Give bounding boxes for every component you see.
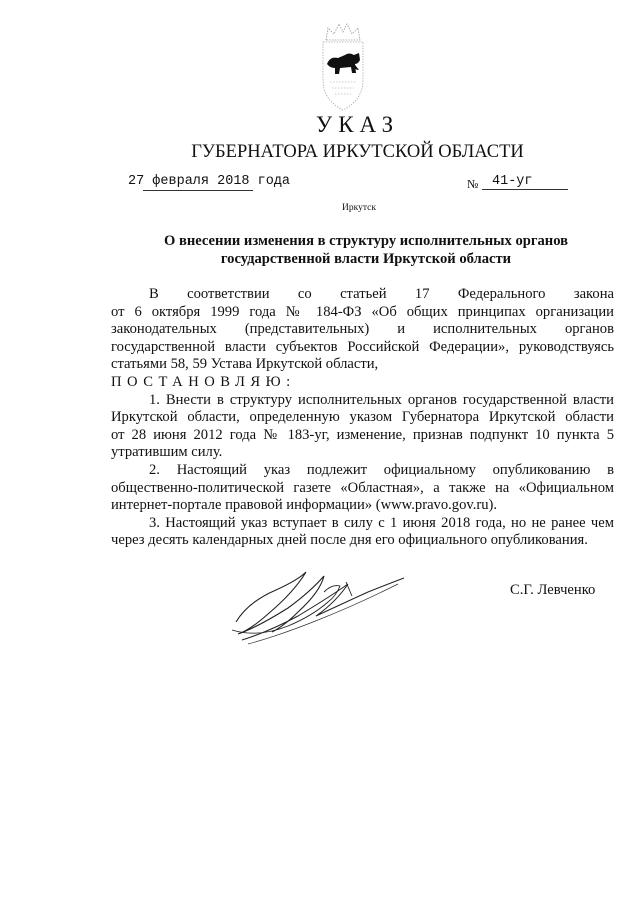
document-title: УКАЗ: [315, 112, 400, 137]
date-underline: [143, 190, 253, 191]
preamble-line: государственной власти субъектов Российской Федерации», руководствуясь: [111, 338, 614, 355]
item2-line: общественно-политической газете «Областная», а также на «Официальном: [111, 479, 614, 496]
document-city: Иркутск: [342, 203, 376, 213]
document-subtitle: ГУБЕРНАТОРА ИРКУТСКОЙ ОБЛАСТИ: [191, 142, 524, 162]
preamble-line: от 6 октября 1999 года № 184-ФЗ «Об общих принципах организации: [111, 303, 614, 320]
irkutsk-coat-of-arms-icon: [318, 18, 368, 118]
document-date: 27 февраля 2018 года: [128, 174, 291, 189]
item2-line: 2. Настоящий указ подлежит официальному опубликованию в: [149, 461, 614, 478]
heading-line: государственной власти Иркутской области: [220, 251, 512, 267]
number-label: №: [467, 177, 479, 191]
item1-line: Иркутской области, определенную указом Губернатора Иркутской области: [111, 409, 614, 426]
item1-line: утратившим силу.: [111, 444, 223, 461]
decree-word: ПОСТАНОВЛЯЮ:: [111, 373, 296, 390]
document-body: [111, 286, 614, 550]
handwritten-signature: [228, 562, 428, 648]
item3-line: 3. Настоящий указ вступает в силу с 1 июня 2018 года, но не ранее чем: [149, 514, 614, 531]
signer-name: С.Г. Левченко: [510, 582, 596, 598]
heading-line: О внесении изменения в структуру исполнительных органов: [163, 233, 569, 249]
preamble-line: законодательных (представительных) и исполнительных органов: [111, 321, 614, 338]
item1-line: от 28 июня 2012 года № 183-уг, изменение, признав подпункт 10 пункта 5: [111, 426, 614, 443]
item1-line: 1. Внести в структуру исполнительных органов государственной власти: [149, 391, 614, 408]
item2-line: интернет-портале правовой информации» (www.pravo.gov.ru).: [111, 497, 498, 514]
preamble-line: статьями 58, 59 Устава Иркутской области,: [111, 356, 379, 373]
document-number: 41-уг: [482, 174, 568, 190]
document-heading: [110, 232, 622, 268]
preamble-line: В соответствии со статьей 17 Федерального закона: [149, 286, 614, 302]
item3-line: через десять календарных дней после дня его официального опубликования.: [111, 532, 588, 549]
